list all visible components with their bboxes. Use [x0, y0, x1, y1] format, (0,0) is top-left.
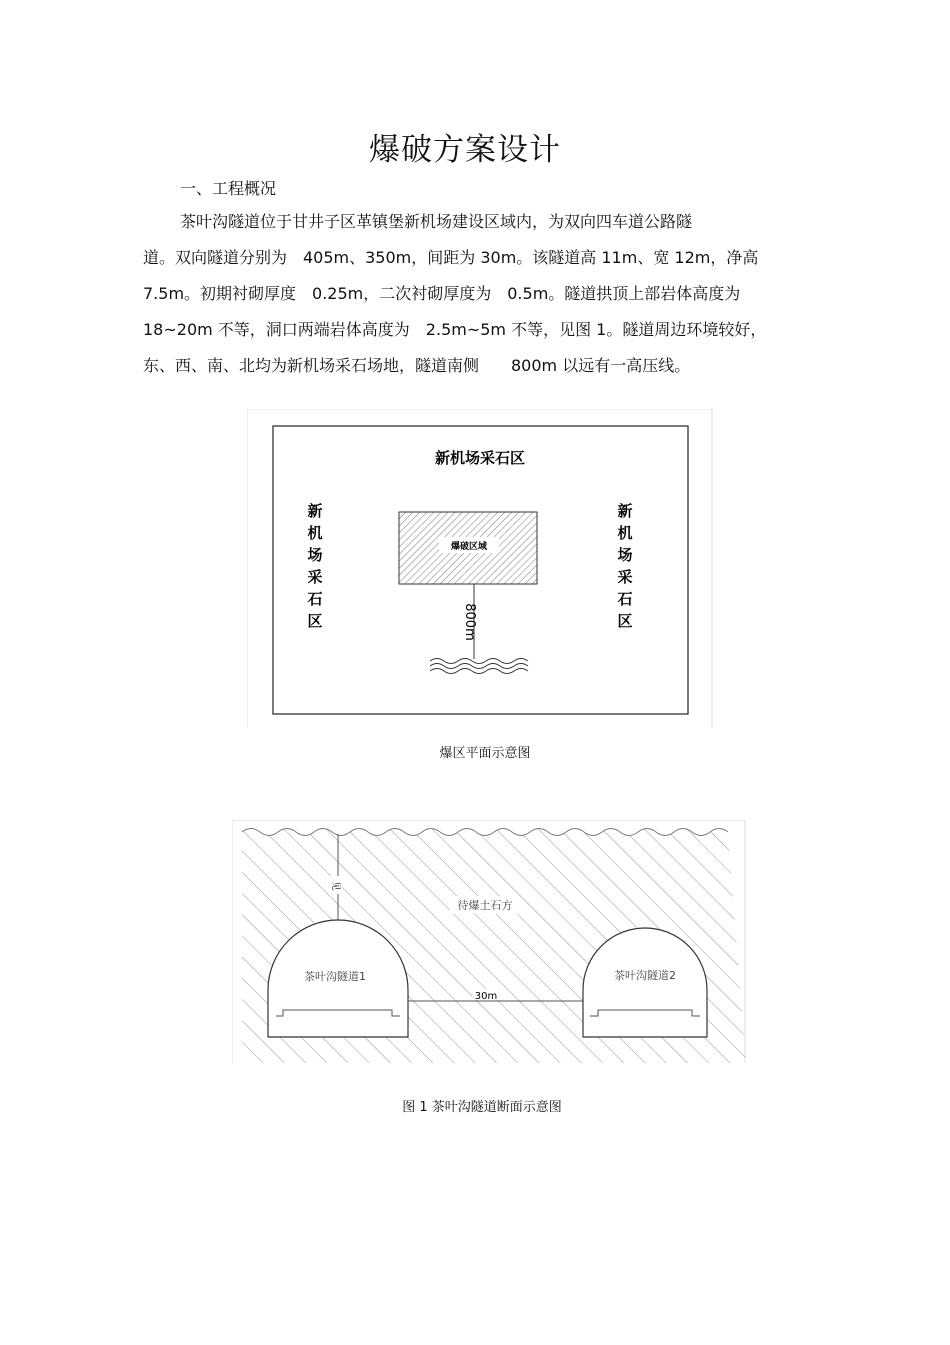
paragraph-line: 7.5m。初期衬砌厚度 0.25m，二次衬砌厚度为 0.5m。隧道拱顶上部岩体高度为 [143, 284, 741, 303]
fill-label: 待爆土石方 [457, 899, 513, 912]
section-heading: 一、工程概况 [180, 179, 277, 198]
figure1-caption: 爆区平面示意图 [439, 746, 531, 761]
svg-text:机: 机 [307, 524, 323, 542]
paragraph-line: 东、西、南、北均为新机场采石场地，隧道南侧 800m 以远有一高压线。 [143, 356, 691, 375]
left-area-label [307, 502, 322, 630]
tunnel-1-label: 茶叶沟隧道1 [304, 970, 366, 983]
spacing-label: 30m [474, 991, 498, 1002]
svg-text:石: 石 [307, 590, 323, 608]
svg-text:新: 新 [307, 502, 323, 520]
right-area-label [617, 502, 632, 630]
svg-text:场: 场 [617, 546, 633, 564]
svg-text:区: 区 [307, 612, 323, 630]
paragraph-line: 18~20m 不等，洞口两端岩体高度为 2.5m~5m 不等，见图 1。隧道周边环境较好， [143, 320, 767, 339]
blast-area-plan-figure [247, 409, 713, 727]
paragraph-line: 道。双向隧道分别为 405m、350m，间距为 30m。该隧道高 11m、宽 12m，净高 [143, 248, 759, 267]
svg-text:新: 新 [617, 502, 633, 520]
svg-text:机: 机 [617, 524, 633, 542]
svg-text:石: 石 [617, 590, 633, 608]
svg-text:区: 区 [617, 612, 633, 630]
height-label: 见 [330, 881, 340, 891]
distance-label: 800m [462, 603, 477, 641]
svg-text:场: 场 [307, 546, 323, 564]
paragraph-line: 茶叶沟隧道位于甘井子区革镇堡新机场建设区域内，为双向四车道公路隧 [180, 212, 693, 231]
document-title: 爆破方案设计 [369, 132, 561, 168]
svg-text:采: 采 [617, 568, 633, 586]
svg-text:采: 采 [307, 568, 323, 586]
tunnel-section-figure [232, 820, 746, 1063]
overview-paragraph [143, 204, 813, 384]
top-area-label: 新机场采石区 [434, 449, 526, 467]
blast-zone-label: 爆破区域 [450, 542, 488, 552]
power-line-wave [430, 659, 528, 674]
figure2-caption: 图 1 茶叶沟隧道断面示意图 [402, 1100, 562, 1115]
tunnel-2-label: 茶叶沟隧道2 [614, 969, 676, 982]
